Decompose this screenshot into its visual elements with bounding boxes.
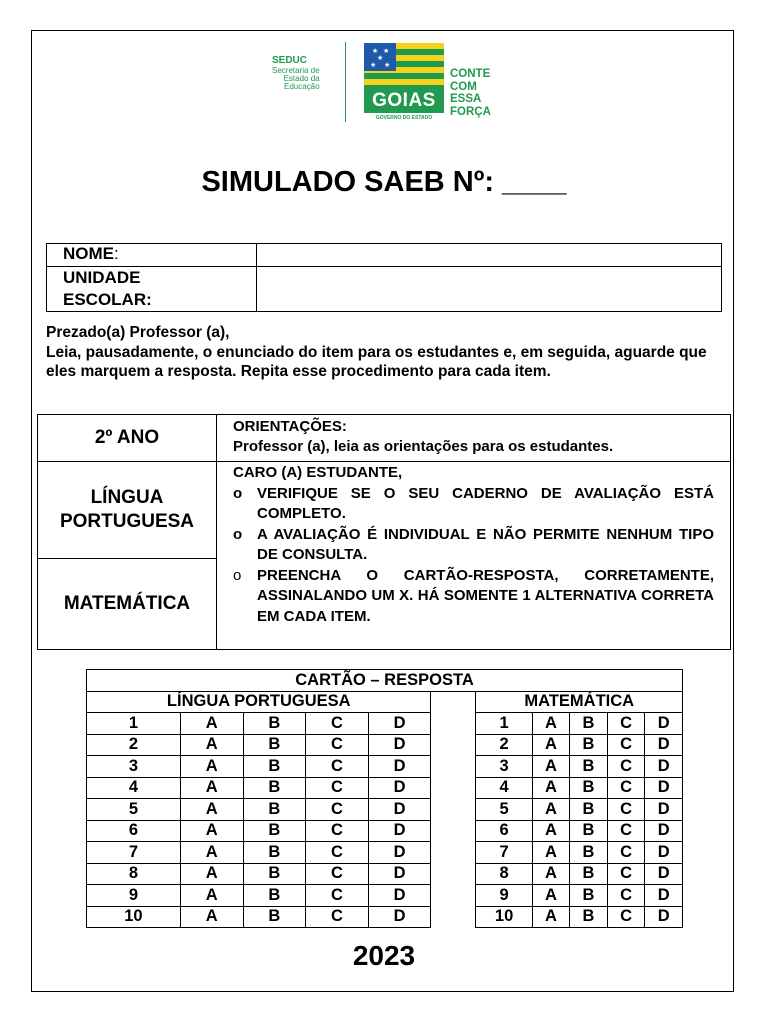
math-option-a[interactable]: A bbox=[532, 756, 570, 778]
page-title: SIMULADO SAEB Nº: ____ bbox=[201, 166, 567, 198]
math-option-a[interactable]: A bbox=[532, 734, 570, 756]
portuguese-option-d[interactable]: D bbox=[368, 734, 431, 756]
portuguese-option-c[interactable]: C bbox=[306, 820, 369, 842]
math-option-b[interactable]: B bbox=[570, 885, 608, 907]
grade-label: 2º ANO bbox=[94, 427, 160, 448]
math-item-number: 9 bbox=[476, 885, 532, 907]
slogan-line: CONTE bbox=[450, 68, 491, 80]
math-option-a[interactable]: A bbox=[532, 799, 570, 821]
answer-card bbox=[86, 669, 683, 928]
column-gap bbox=[431, 885, 476, 907]
portuguese-option-c[interactable]: C bbox=[306, 885, 369, 907]
student-instructions-cell bbox=[217, 462, 731, 650]
portuguese-option-b[interactable]: B bbox=[243, 734, 306, 756]
math-option-c[interactable]: C bbox=[607, 842, 645, 864]
column-gap bbox=[431, 906, 476, 928]
math-option-d[interactable]: D bbox=[645, 906, 683, 928]
logo-header bbox=[268, 40, 500, 126]
bullet-marker: o bbox=[233, 566, 242, 584]
svg-text:★: ★ bbox=[370, 61, 377, 69]
portuguese-item-number: 3 bbox=[87, 756, 181, 778]
math-option-d[interactable]: D bbox=[645, 777, 683, 799]
portuguese-option-c[interactable]: C bbox=[306, 799, 369, 821]
instruction-bullet bbox=[233, 484, 714, 525]
instruction-bullet bbox=[233, 525, 714, 566]
answer-row bbox=[87, 820, 683, 842]
portuguese-option-d[interactable]: D bbox=[368, 885, 431, 907]
math-item-number: 6 bbox=[476, 820, 532, 842]
math-option-d[interactable]: D bbox=[645, 863, 683, 885]
info-table bbox=[37, 414, 731, 650]
math-item-number: 3 bbox=[476, 756, 532, 778]
year: 2023 bbox=[352, 940, 416, 971]
orientations-title: ORIENTAÇÕES: bbox=[233, 418, 347, 435]
math-option-a[interactable]: A bbox=[532, 713, 570, 735]
svg-text:★: ★ bbox=[377, 54, 384, 62]
portuguese-option-d[interactable]: D bbox=[368, 863, 431, 885]
unit-label-line: ESCOLAR: bbox=[63, 290, 152, 309]
math-option-c[interactable]: C bbox=[607, 756, 645, 778]
bullet-text: PREENCHA O CARTÃO-RESPOSTA, CORRETAMENTE, ASSINALANDO UM X. HÁ SOMENTE 1 ALTERNATIVA CORRETA EM CADA ITEM. bbox=[257, 566, 714, 625]
math-header: MATEMÁTICA bbox=[476, 691, 683, 713]
seduc-title: SEDUC bbox=[272, 55, 308, 66]
column-gap bbox=[431, 734, 476, 756]
portuguese-option-d[interactable]: D bbox=[368, 777, 431, 799]
math-option-b[interactable]: B bbox=[570, 842, 608, 864]
seduc-line: Estado da bbox=[283, 73, 320, 83]
math-option-c[interactable]: C bbox=[607, 906, 645, 928]
portuguese-option-d[interactable]: D bbox=[368, 820, 431, 842]
logo-divider bbox=[345, 42, 346, 122]
portuguese-option-d[interactable]: D bbox=[368, 906, 431, 928]
seduc-logo bbox=[272, 56, 320, 92]
column-gap bbox=[431, 756, 476, 778]
svg-text:★: ★ bbox=[372, 47, 379, 55]
subject-math-cell bbox=[38, 559, 217, 650]
portuguese-option-c[interactable]: C bbox=[306, 906, 369, 928]
math-option-a[interactable]: A bbox=[532, 820, 570, 842]
portuguese-option-d[interactable]: D bbox=[368, 842, 431, 864]
bullet-text: A AVALIAÇÃO É INDIVIDUAL E NÃO PERMITE NENHUM TIPO DE CONSULTA. bbox=[257, 525, 714, 563]
math-item-number: 10 bbox=[476, 906, 532, 928]
portuguese-option-d[interactable]: D bbox=[368, 799, 431, 821]
portuguese-option-b[interactable]: B bbox=[243, 906, 306, 928]
portuguese-option-c[interactable]: C bbox=[306, 756, 369, 778]
portuguese-item-number: 6 bbox=[87, 820, 181, 842]
portuguese-item-number: 5 bbox=[87, 799, 181, 821]
math-option-b[interactable]: B bbox=[570, 820, 608, 842]
math-option-c[interactable]: C bbox=[607, 734, 645, 756]
math-option-a[interactable]: A bbox=[532, 906, 570, 928]
instruction-bullet bbox=[233, 566, 714, 628]
portuguese-option-a[interactable]: A bbox=[180, 842, 243, 864]
slogan bbox=[450, 68, 491, 118]
math-option-b[interactable]: B bbox=[570, 799, 608, 821]
answer-row bbox=[87, 885, 683, 907]
math-option-a[interactable]: A bbox=[532, 863, 570, 885]
math-option-d[interactable]: D bbox=[645, 756, 683, 778]
subject-portuguese-cell bbox=[38, 462, 217, 559]
portuguese-option-a[interactable]: A bbox=[180, 756, 243, 778]
math-option-d[interactable]: D bbox=[645, 820, 683, 842]
portuguese-option-b[interactable]: B bbox=[243, 799, 306, 821]
portuguese-option-b[interactable]: B bbox=[243, 863, 306, 885]
portuguese-item-number: 7 bbox=[87, 842, 181, 864]
seduc-line: Educação bbox=[284, 82, 320, 92]
portuguese-option-c[interactable]: C bbox=[306, 842, 369, 864]
answer-row bbox=[87, 863, 683, 885]
answer-row bbox=[87, 734, 683, 756]
greeting: Prezado(a) Professor (a), bbox=[46, 324, 230, 341]
bullet-text: VERIFIQUE SE O SEU CADERNO DE AVALIAÇÃO ESTÁ COMPLETO. bbox=[257, 484, 714, 522]
portuguese-header: LÍNGUA PORTUGUESA bbox=[87, 691, 431, 713]
math-option-c[interactable]: C bbox=[607, 799, 645, 821]
portuguese-option-c[interactable]: C bbox=[306, 713, 369, 735]
math-option-d[interactable]: D bbox=[645, 885, 683, 907]
portuguese-option-a[interactable]: A bbox=[180, 713, 243, 735]
math-option-a[interactable]: A bbox=[532, 885, 570, 907]
portuguese-option-c[interactable]: C bbox=[306, 777, 369, 799]
portuguese-item-number: 10 bbox=[87, 906, 181, 928]
grade-cell bbox=[38, 415, 217, 462]
math-option-d[interactable]: D bbox=[645, 799, 683, 821]
slogan-line: ESSA bbox=[450, 93, 482, 105]
portuguese-option-a[interactable]: A bbox=[180, 906, 243, 928]
orientations-cell bbox=[217, 415, 731, 462]
name-colon: : bbox=[114, 244, 119, 263]
teacher-instructions bbox=[46, 323, 710, 382]
subject-portuguese-line: PORTUGUESA bbox=[59, 511, 195, 532]
orientations-text: Professor (a), leia as orientações para os estudantes. bbox=[233, 438, 614, 455]
portuguese-option-a[interactable]: A bbox=[180, 777, 243, 799]
math-item-number: 2 bbox=[476, 734, 532, 756]
math-option-c[interactable]: C bbox=[607, 820, 645, 842]
unit-field[interactable] bbox=[257, 267, 722, 312]
math-option-c[interactable]: C bbox=[607, 863, 645, 885]
portuguese-item-number: 2 bbox=[87, 734, 181, 756]
math-item-number: 5 bbox=[476, 799, 532, 821]
column-gap bbox=[431, 863, 476, 885]
math-option-b[interactable]: B bbox=[570, 906, 608, 928]
portuguese-option-a[interactable]: A bbox=[180, 863, 243, 885]
portuguese-option-b[interactable]: B bbox=[243, 777, 306, 799]
bullet-marker: o bbox=[233, 484, 243, 502]
name-field[interactable] bbox=[257, 244, 722, 267]
math-item-number: 4 bbox=[476, 777, 532, 799]
portuguese-item-number: 8 bbox=[87, 863, 181, 885]
math-option-b[interactable]: B bbox=[570, 734, 608, 756]
answer-row bbox=[87, 713, 683, 735]
math-option-b[interactable]: B bbox=[570, 863, 608, 885]
portuguese-option-a[interactable]: A bbox=[180, 820, 243, 842]
math-item-number: 7 bbox=[476, 842, 532, 864]
portuguese-option-a[interactable]: A bbox=[180, 734, 243, 756]
student-header: CARO (A) ESTUDANTE, bbox=[233, 464, 403, 481]
column-gap bbox=[431, 691, 476, 713]
portuguese-option-a[interactable]: A bbox=[180, 799, 243, 821]
unit-label-cell bbox=[47, 267, 257, 312]
portuguese-item-number: 9 bbox=[87, 885, 181, 907]
column-gap bbox=[431, 842, 476, 864]
math-option-a[interactable]: A bbox=[532, 777, 570, 799]
goias-wordmark: GOIAS bbox=[364, 89, 444, 113]
unit-label-line: UNIDADE bbox=[63, 268, 141, 287]
portuguese-option-b[interactable]: B bbox=[243, 820, 306, 842]
seduc-line: Secretaria de bbox=[272, 65, 320, 75]
identification-table bbox=[46, 243, 722, 312]
math-option-b[interactable]: B bbox=[570, 713, 608, 735]
portuguese-item-number: 1 bbox=[87, 713, 181, 735]
math-option-b[interactable]: B bbox=[570, 777, 608, 799]
math-item-number: 1 bbox=[476, 713, 532, 735]
answer-row bbox=[87, 906, 683, 928]
subject-portuguese-line: LÍNGUA bbox=[90, 487, 164, 508]
slogan-line: COM bbox=[450, 80, 477, 93]
column-gap bbox=[431, 713, 476, 735]
svg-text:★: ★ bbox=[383, 47, 390, 55]
answer-row bbox=[87, 842, 683, 864]
svg-text:★: ★ bbox=[384, 61, 391, 69]
instructions-text: Leia, pausadamente, o enunciado do item para os estudantes e, em seguida, aguarde que eles marquem a resposta. Repita esse procedimento para cada item. bbox=[46, 343, 707, 380]
portuguese-option-b[interactable]: B bbox=[243, 756, 306, 778]
bullet-marker: o bbox=[233, 525, 243, 543]
math-option-d[interactable]: D bbox=[645, 734, 683, 756]
portuguese-option-d[interactable]: D bbox=[368, 756, 431, 778]
math-item-number: 8 bbox=[476, 863, 532, 885]
answer-row bbox=[87, 777, 683, 799]
portuguese-option-b[interactable]: B bbox=[243, 842, 306, 864]
math-option-c[interactable]: C bbox=[607, 885, 645, 907]
portuguese-item-number: 4 bbox=[87, 777, 181, 799]
governo-estado-text: GOVERNO DO ESTADO bbox=[375, 115, 433, 121]
math-option-c[interactable]: C bbox=[607, 777, 645, 799]
answer-card-title: CARTÃO – RESPOSTA bbox=[87, 670, 683, 692]
portuguese-option-d[interactable]: D bbox=[368, 713, 431, 735]
subject-math-label: MATEMÁTICA bbox=[63, 593, 191, 614]
column-gap bbox=[431, 777, 476, 799]
portuguese-option-c[interactable]: C bbox=[306, 734, 369, 756]
portuguese-option-b[interactable]: B bbox=[243, 713, 306, 735]
portuguese-option-a[interactable]: A bbox=[180, 885, 243, 907]
portuguese-option-b[interactable]: B bbox=[243, 885, 306, 907]
math-option-b[interactable]: B bbox=[570, 756, 608, 778]
math-option-d[interactable]: D bbox=[645, 713, 683, 735]
name-label-cell bbox=[47, 244, 257, 267]
answer-row bbox=[87, 756, 683, 778]
column-gap bbox=[431, 820, 476, 842]
answer-row bbox=[87, 799, 683, 821]
portuguese-option-c[interactable]: C bbox=[306, 863, 369, 885]
slogan-line: FORÇA bbox=[450, 105, 491, 118]
name-label: NOME bbox=[63, 244, 114, 263]
math-option-a[interactable]: A bbox=[532, 842, 570, 864]
math-option-d[interactable]: D bbox=[645, 842, 683, 864]
math-option-c[interactable]: C bbox=[607, 713, 645, 735]
column-gap bbox=[431, 799, 476, 821]
